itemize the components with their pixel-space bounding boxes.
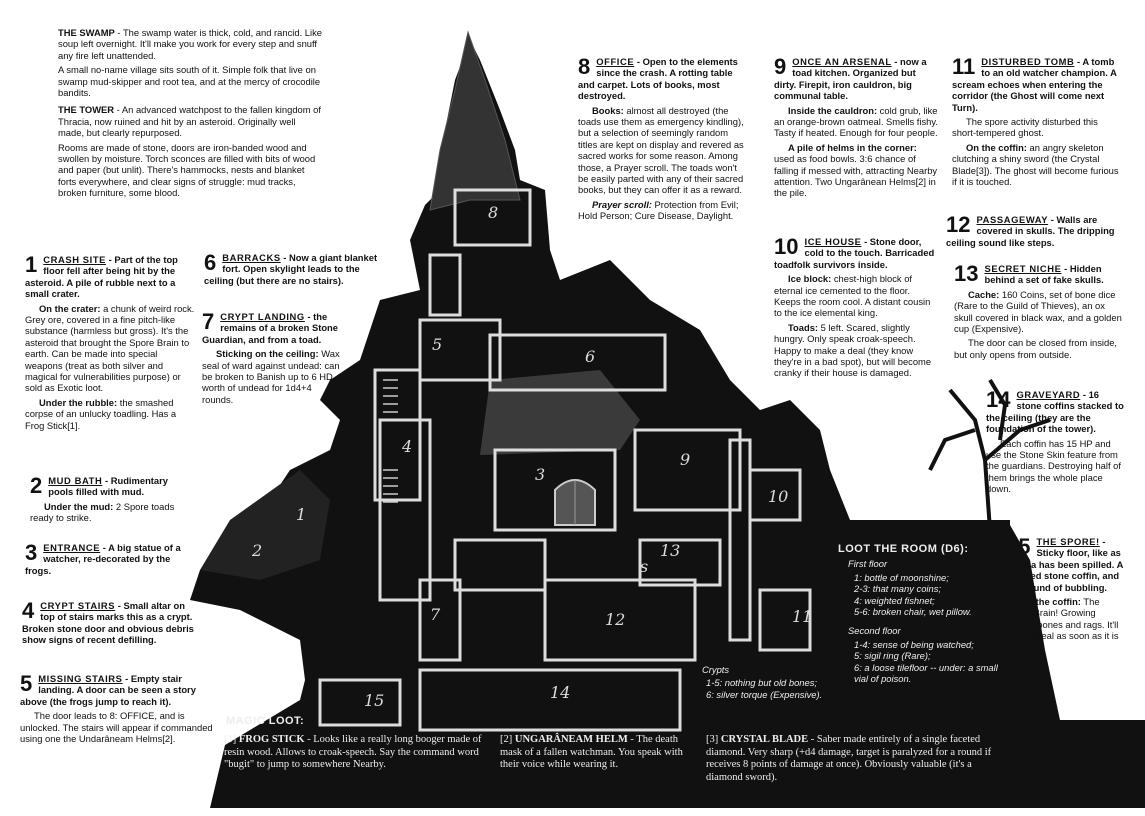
room-lead: - Part of the top floor fell after being hit by the asteroid. A pile of rubble next to a small crater. — [25, 254, 178, 300]
room-name: CRASH SITE — [43, 254, 107, 265]
item-ref: [3] — [706, 734, 719, 745]
room-name: OFFICE — [596, 56, 635, 67]
room-number: 5 — [20, 671, 33, 696]
room-number: 13 — [954, 261, 979, 286]
body-text: The door leads to 8: OFFICE, and is unlocked. The stairs will appear if commanded using one the Undarâneam Helms[2]. — [20, 710, 213, 745]
room-10 — [774, 236, 939, 382]
room-15 — [1006, 536, 1126, 656]
body-text: almost all destroyed (the toads use them as emergency kindling), but a selection of seemingly random titles are kept on display and revered as sacred works for some reason. Among those, a Prayer scroll. The toads won't be easily parted with any of their sacred books, but they can offer it as a reward. — [578, 104, 744, 196]
subhead: On the coffin: — [966, 141, 1027, 153]
room-lead: - Open to the elements since the crash. A rotting table and carpet. Lots of books, most destroyed. — [578, 56, 738, 102]
tower-title: THE TOWER — [58, 104, 115, 116]
magic-item-2 — [500, 734, 700, 772]
swamp-village: A small no-name village sits south of it. Simple folk that live on swamp mud-skipper and root tea, and at the mercy of crocodile bandits. — [58, 64, 321, 99]
first-floor-list — [854, 572, 998, 618]
subhead: On the crater: — [39, 302, 101, 314]
body-text: 160 Coins, set of bone dice (Rare to the Guild of Thieves), an ox skull covered in black wax, and a golden cup (Expensive). — [954, 288, 1122, 335]
body-text: The Spore Brain! Growing among bones and rags. It'll let a squeal as soon as it is seen. — [1006, 596, 1119, 653]
room-7 — [202, 311, 342, 408]
item-text: - Looks like a really long booger made of resin wood. Allows to croak-speech. Say the command word "bugit" to jump to somewhere Nearby. — [224, 734, 482, 770]
subhead: On the coffin: — [1020, 596, 1081, 608]
item-name: UNGARÂNEAM HELM — [514, 734, 628, 745]
map-label-5: 5 — [432, 335, 443, 354]
room-8 — [578, 56, 746, 225]
subhead: Books: — [592, 104, 624, 116]
body-text: 5 left. Scared, slightly hungry. Only speak croak-speech. Happy to make a deal (they know they're in a bad spot), but will become cranky if their house is damaged. — [774, 321, 932, 379]
room-name: ENTRANCE — [43, 542, 101, 553]
loot-room-title: LOOT THE ROOM (D6): — [838, 543, 969, 555]
map-label-6: 6 — [585, 347, 596, 366]
magic-item-3 — [706, 734, 996, 784]
room-5 — [20, 673, 220, 747]
subhead: Cache: — [968, 288, 1000, 300]
room-number: 14 — [986, 387, 1011, 412]
room-3 — [25, 542, 195, 579]
room-lead: - A tomb to an old watcher champion. A scream echoes when entering the corridor (the Ghost will come next Turn). — [952, 56, 1117, 113]
room-name: BARRACKS — [222, 252, 281, 263]
magic-item-1 — [224, 734, 496, 772]
subhead: Under the rubble: — [39, 396, 118, 408]
second-floor-label: Second floor — [848, 625, 901, 637]
room-name: PASSAGEWAY — [976, 214, 1049, 225]
room-lead: - Rudimentary pools filled with mud. — [48, 475, 168, 498]
room-lead: - 16 stone coffins stacked to the ceiling (they are the foundation of the tower). — [986, 389, 1124, 435]
map-label-8: 8 — [488, 203, 499, 222]
spire-roof — [430, 32, 520, 210]
item-name: FROG STICK — [238, 734, 305, 745]
item-text: - Saber made entirely of a single faceted diamond. Very sharp (+d4 damage, target is paralyzed for a round if receives 8 points of damage at once). Obviously valuable (it's a diamond sword). — [706, 734, 992, 783]
swamp-section — [58, 27, 323, 202]
subhead: Sticking on the ceiling: — [216, 348, 319, 360]
room-name: ICE HOUSE — [804, 236, 862, 247]
body-text: used as food bowls. 3:6 chance of falling if messed with, attracting Nearby attention. Two Ungarânean Helms[2] in the pile. — [774, 153, 938, 199]
subhead: Toads: — [788, 321, 819, 333]
map-label-13: 13 — [660, 541, 681, 560]
ground-right — [850, 520, 1010, 540]
body-text: an angry skeleton clutching a shiny sword (the Crystal Blade[3]). The ghost will become furious if it is touched. — [952, 141, 1119, 188]
body-text: Protection from Evil; Hold Person; Cure Disease, Daylight. — [578, 198, 739, 222]
item-text: - The death mask of a fallen watchman. You speak with their voice while wearing it. — [500, 734, 683, 770]
list-item: 1: bottle of moonshine; — [854, 571, 949, 583]
room-number: 15 — [1006, 534, 1031, 559]
room-lead: - Sticky floor, like as if soda has been spilled. A cracked stone coffin, and the sound of bubbling. — [1006, 536, 1124, 593]
room-lead: - A big statue of a watcher, re-decorated by the frogs. — [25, 542, 181, 576]
map-label-12: 12 — [605, 610, 626, 629]
list-item: 6: a loose tilefloor -- under: a small vial of poison. — [854, 661, 998, 685]
subhead: Prayer scroll: — [592, 198, 652, 210]
map-label-7: 7 — [430, 605, 441, 624]
body-text: the smashed corpse of an unlucky toadling. Has a Frog Stick[1]. — [25, 396, 177, 431]
magic-loot-heading — [226, 716, 346, 730]
room-number: 1 — [25, 252, 38, 277]
room-lead: - Small altar on top of stairs marks this as a crypt. Broken stone door and obvious debris show signs of recent defilling. — [22, 600, 194, 646]
room-name: ONCE AN ARSENAL — [792, 56, 892, 67]
crypts-label: Crypts — [702, 664, 730, 675]
list-item: 1-5: nothing but old bones; — [706, 677, 818, 689]
second-floor-list — [854, 639, 998, 685]
body-text: chest-high block of eternal ice cemented to the floor. Keeps the room cool. A distant cousin to the ice elemental king. — [774, 273, 931, 319]
room-name: GRAVEYARD — [1016, 389, 1081, 400]
map-label-14: 14 — [550, 683, 571, 702]
room-lead: - now a toad kitchen. Organized but dirty. Firepit, iron cauldron, big communal table. — [774, 56, 927, 102]
room-6 — [204, 252, 379, 289]
room-number: 8 — [578, 54, 591, 79]
subhead: Inside the cauldron: — [788, 104, 878, 116]
loot-the-room — [838, 544, 998, 684]
room-number: 9 — [774, 54, 787, 79]
swamp-title: THE SWAMP — [58, 27, 115, 38]
body-text: 2 Spore toads ready to strike. — [30, 500, 175, 524]
room-number: 2 — [30, 473, 43, 498]
list-item: 1-4: sense of being watched; — [854, 638, 974, 650]
room-number: 10 — [774, 234, 799, 259]
tower-rooms: Rooms are made of stone, doors are iron-banded wood and swollen by moisture. Torch sconces are filled with bits of wood and paper (but unlit). There's hammocks, nests and blanket forts everywhere, and clear signs of struggle: mud tracks, broken furniture, some blood. — [58, 141, 316, 199]
room-11 — [952, 56, 1124, 190]
first-floor-label: First floor — [848, 558, 888, 570]
list-item: 5-6: broken chair, wet pillow. — [854, 606, 972, 618]
item-name: CRYSTAL BLADE — [720, 734, 809, 745]
body-text: a chunk of weird rock. Grey ore, covered in a fine pitch-like substance (harmless but gross). It's the asteroid that brought the Spore Brain to earth. Can be made into special weapons (treat as both silver and magical for vulnerabilities purpose) or sold as Exotic loot. — [25, 302, 195, 394]
item-ref: [2] — [500, 734, 513, 745]
body-text: The spore activity disturbed this short-tempered ghost. — [952, 116, 1098, 139]
list-item: 5: sigil ring (Rare); — [854, 650, 931, 662]
room-number: 7 — [202, 309, 215, 334]
room-number: 4 — [22, 598, 35, 623]
subhead: Ice block: — [788, 273, 832, 285]
map-label-9: 9 — [680, 450, 691, 469]
map-label-10: 10 — [768, 487, 789, 506]
room-name: CRYPT STAIRS — [40, 600, 116, 611]
room-lead: - Now a giant blanket fort. Open skylight leads to the ceiling (but there are no stairs). — [204, 252, 378, 286]
body-text: The door can be closed from inside, but only opens from outside. — [954, 337, 1118, 360]
room-lead: - the remains of a broken Stone Guardian, and from a toad. — [202, 311, 338, 345]
subhead: Under the mud: — [44, 500, 114, 512]
room-number: 3 — [25, 540, 38, 565]
room-number: 12 — [946, 212, 971, 237]
item-ref: [1] — [224, 734, 237, 745]
map-label-s: s — [640, 557, 649, 576]
body-text: Each coffin has 15 HP and use the Stone Skin feature from the guardians. Destroying half of them brings the whole place down. — [986, 437, 1121, 495]
list-item: 4: weighted fishnet; — [854, 594, 935, 606]
tower-desc: - An advanced watchpost to the fallen kingdom of Thracia, now ruined and hit by an asteroid. Originally well made, but clearly repurposed. — [58, 104, 321, 139]
arched-door-icon — [555, 480, 595, 525]
room-9 — [774, 56, 939, 202]
room-lead: - Stone door, cold to the touch. Barricaded toadfolk survivors inside. — [774, 236, 935, 270]
room-14 — [986, 389, 1126, 498]
magic-loot-title: MAGIC LOOT: — [226, 715, 305, 727]
body-text: cold grub, like an orange-brown oatmeal. Smells fishy. Tasty if heated. Enough for four people. — [774, 104, 938, 139]
room-name: SECRET NICHE — [984, 263, 1062, 274]
room-1 — [25, 254, 195, 434]
subhead: A pile of helms in the corner: — [788, 141, 917, 153]
room-lead: - Hidden behind a set of fake skulls. — [984, 263, 1104, 286]
room-name: MISSING STAIRS — [38, 673, 123, 684]
room-12 — [946, 214, 1124, 251]
room-name: CRYPT LANDING — [220, 311, 305, 322]
map-label-11: 11 — [792, 607, 813, 626]
list-item: 6: silver torque (Expensive). — [706, 688, 823, 700]
map-label-1: 1 — [296, 505, 307, 524]
crypt-loot — [702, 664, 842, 700]
room-4 — [22, 600, 200, 649]
room-lead: - Empty stair landing. A door can be seen a story above (the frogs jump to reach it). — [20, 673, 196, 707]
room-lead: - Walls are covered in skulls. The dripping ceiling sound like steps. — [946, 214, 1115, 248]
room-name: MUD BATH — [48, 475, 103, 486]
swamp-desc: - The swamp water is thick, cold, and rancid. Like soup left overnight. It'll make you work for every step and snuff any fire left unattended. — [58, 27, 322, 61]
room-13 — [954, 263, 1124, 363]
room-number: 11 — [952, 54, 976, 79]
room-number: 6 — [204, 250, 217, 275]
room-name: DISTURBED TOMB — [981, 56, 1075, 67]
list-item: 2-3: that many coins; — [854, 583, 942, 595]
room-name: THE SPORE! — [1036, 536, 1100, 547]
map-label-15: 15 — [364, 691, 385, 710]
map-label-3: 3 — [535, 465, 546, 484]
room-2 — [30, 475, 195, 527]
map-label-4: 4 — [402, 437, 413, 456]
map-label-2: 2 — [252, 541, 263, 560]
body-text: Wax seal of ward against undead: can be broken to Banish up to 6 HD worth of undead for 1d4+4 rounds. — [202, 348, 340, 405]
